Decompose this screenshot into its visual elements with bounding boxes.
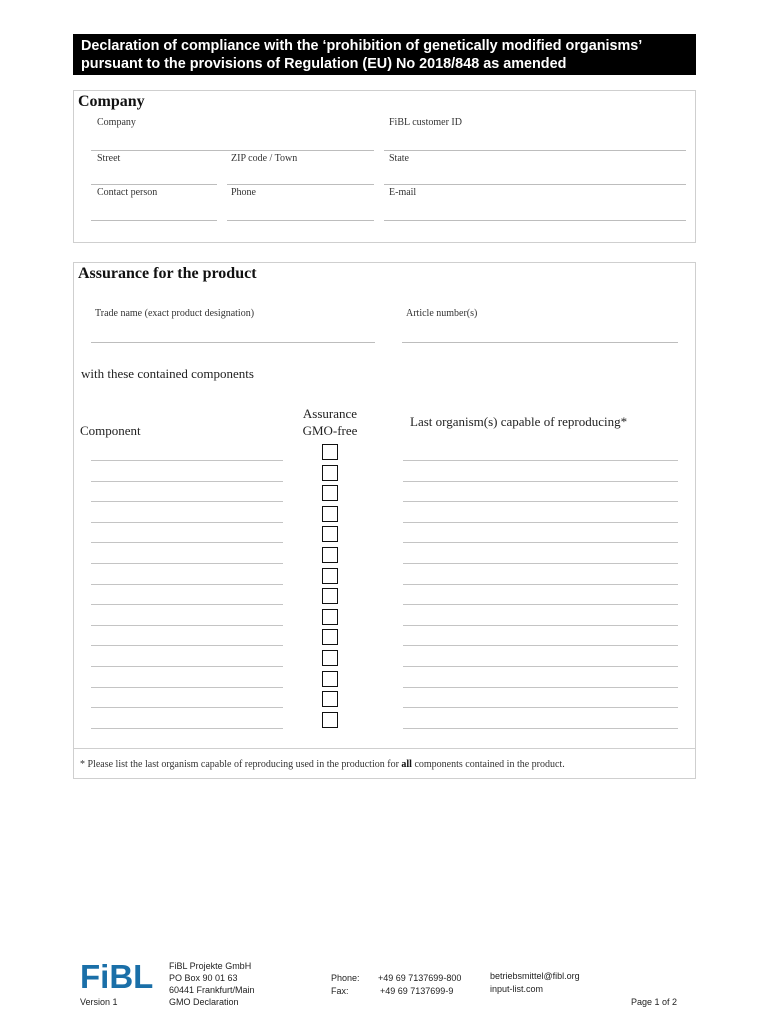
organism-column-header: Last organism(s) capable of reproducing* <box>410 414 628 429</box>
state-field[interactable] <box>384 184 686 185</box>
organism-field[interactable] <box>403 481 678 482</box>
note-divider <box>73 748 696 749</box>
version-label: Version 1 <box>80 997 118 1007</box>
gmo-free-checkbox[interactable] <box>322 650 338 666</box>
gmo-free-checkbox[interactable] <box>322 547 338 563</box>
product-section <box>73 262 696 779</box>
footnote-bold: all <box>401 759 412 770</box>
footnote <box>80 759 565 770</box>
gmo-free-checkbox[interactable] <box>322 465 338 481</box>
component-field[interactable] <box>91 522 283 523</box>
organism-field[interactable] <box>403 522 678 523</box>
component-field[interactable] <box>91 563 283 564</box>
company-heading: Company <box>78 93 145 110</box>
component-field[interactable] <box>91 481 283 482</box>
footer-phone-label: Phone: <box>331 973 360 983</box>
component-field[interactable] <box>91 460 283 461</box>
fibl-logo <box>80 958 156 992</box>
components-intro: with these contained components <box>81 366 254 381</box>
component-field[interactable] <box>91 584 283 585</box>
footer-website[interactable]: input-list.com <box>490 984 544 994</box>
gmo-free-checkbox[interactable] <box>322 712 338 728</box>
component-field[interactable] <box>91 645 283 646</box>
street-label: Street <box>97 153 121 164</box>
footer-doc-name: GMO Declaration <box>169 997 239 1007</box>
assurance-header-line-2: GMO-free <box>302 423 358 438</box>
trade-name-field[interactable] <box>91 342 375 343</box>
organism-field[interactable] <box>403 687 678 688</box>
gmo-free-checkbox[interactable] <box>322 568 338 584</box>
organism-field[interactable] <box>403 645 678 646</box>
organism-field[interactable] <box>403 584 678 585</box>
assurance-column-header <box>290 405 370 439</box>
trade-name-label: Trade name (exact product designation) <box>95 308 255 319</box>
gmo-free-checkbox[interactable] <box>322 526 338 542</box>
organism-field[interactable] <box>403 604 678 605</box>
phone-label: Phone <box>231 187 256 198</box>
footer-fax-value: +49 69 7137699-9 <box>380 986 454 996</box>
footer-po-box: PO Box 90 01 63 <box>169 973 238 983</box>
component-field[interactable] <box>91 707 283 708</box>
gmo-free-checkbox[interactable] <box>322 485 338 501</box>
page-number: Page 1 of 2 <box>631 997 678 1007</box>
organism-field[interactable] <box>403 728 678 729</box>
component-field[interactable] <box>91 687 283 688</box>
zip-field[interactable] <box>227 184 374 185</box>
organism-field[interactable] <box>403 501 678 502</box>
component-column-header: Component <box>80 423 141 438</box>
organism-field[interactable] <box>403 460 678 461</box>
gmo-free-checkbox[interactable] <box>322 588 338 604</box>
footnote-post: components contained in the product. <box>411 759 565 770</box>
document-title <box>73 34 696 75</box>
phone-field[interactable] <box>227 220 374 221</box>
organism-field[interactable] <box>403 542 678 543</box>
component-field[interactable] <box>91 501 283 502</box>
gmo-free-checkbox[interactable] <box>322 609 338 625</box>
product-heading: Assurance for the product <box>78 265 257 282</box>
organism-field[interactable] <box>403 666 678 667</box>
footer-fax-label: Fax: <box>331 986 349 996</box>
gmo-free-checkbox[interactable] <box>322 444 338 460</box>
component-field[interactable] <box>91 604 283 605</box>
zip-label: ZIP code / Town <box>231 153 298 164</box>
assurance-header-line-1: Assurance <box>302 406 358 421</box>
organism-field[interactable] <box>403 563 678 564</box>
contact-label: Contact person <box>97 187 158 198</box>
footer-email[interactable]: betriebsmittel@fibl.org <box>490 971 580 981</box>
state-label: State <box>389 153 409 164</box>
street-field[interactable] <box>91 184 217 185</box>
company-field[interactable] <box>91 150 374 151</box>
title-line-1: Declaration of compliance with the ‘prohibition of genetically modified organisms’ <box>81 38 643 54</box>
organism-field[interactable] <box>403 707 678 708</box>
footer-city: 60441 Frankfurt/Main <box>169 985 255 995</box>
article-label: Article number(s) <box>406 308 478 319</box>
footer-phone-value: +49 69 7137699-800 <box>378 973 462 983</box>
component-field[interactable] <box>91 625 283 626</box>
component-field[interactable] <box>91 542 283 543</box>
email-label: E-mail <box>389 187 417 198</box>
gmo-free-checkbox[interactable] <box>322 691 338 707</box>
component-field[interactable] <box>91 728 283 729</box>
gmo-free-checkbox[interactable] <box>322 629 338 645</box>
contact-field[interactable] <box>91 220 217 221</box>
component-field[interactable] <box>91 666 283 667</box>
gmo-free-checkbox[interactable] <box>322 671 338 687</box>
article-field[interactable] <box>402 342 678 343</box>
footnote-pre: * Please list the last organism capable of reproducing used in the production for <box>80 759 402 770</box>
footer-company: FiBL Projekte GmbH <box>169 961 252 971</box>
company-label: Company <box>97 117 136 128</box>
footer-address <box>169 960 255 996</box>
customer-id-field[interactable] <box>384 150 686 151</box>
customer-id-label: FiBL customer ID <box>389 117 462 128</box>
fibl-logo-text: FiBL <box>80 958 154 992</box>
title-line-2: pursuant to the provisions of Regulation (EU) No 2018/848 as amended <box>81 56 567 72</box>
organism-field[interactable] <box>403 625 678 626</box>
email-field[interactable] <box>384 220 686 221</box>
gmo-free-checkbox[interactable] <box>322 506 338 522</box>
